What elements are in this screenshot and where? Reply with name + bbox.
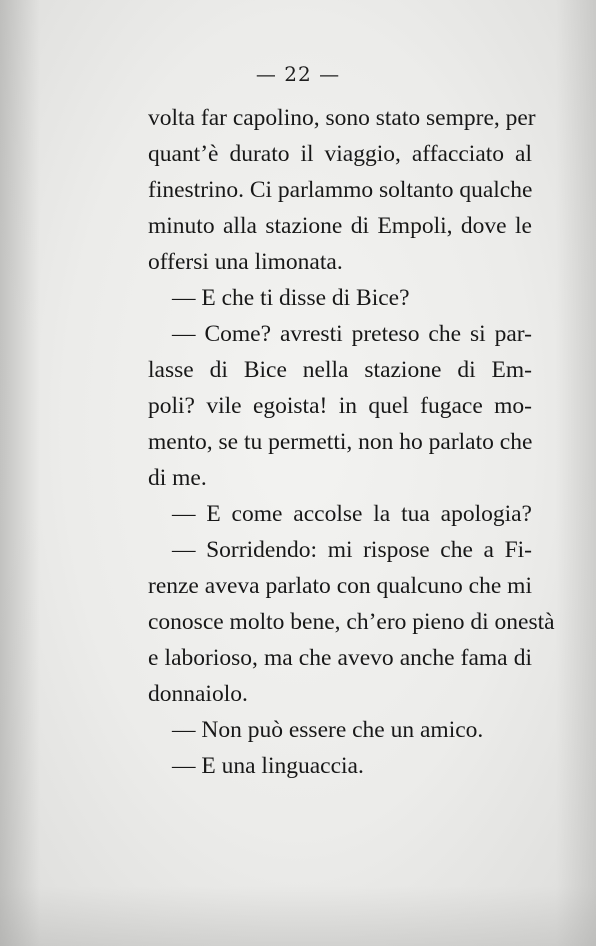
text-line-8: lasse di Bice nella stazione di Em- bbox=[148, 357, 532, 383]
text-line-18: — Non può essere che un amico. bbox=[172, 717, 484, 743]
text-line-4: minuto alla stazione di Empoli, dove le bbox=[148, 213, 532, 239]
text-line-1: volta far capolino, sono stato sempre, per bbox=[148, 105, 536, 131]
text-line-17: donnaiolo. bbox=[148, 681, 248, 707]
text-line-9: poli? vile egoista! in quel fugace mo- bbox=[148, 393, 532, 419]
page-edge-shadow-right bbox=[556, 0, 596, 946]
page-edge-shadow-bottom bbox=[0, 886, 596, 946]
text-line-16: e laborioso, ma che avevo anche fama di bbox=[148, 645, 532, 671]
text-line-15: conosce molto bene, ch’ero pieno di onestà bbox=[148, 609, 555, 635]
text-line-3: finestrino. Ci parlammo soltanto qualche bbox=[148, 177, 533, 203]
text-line-6: — E che ti disse di Bice? bbox=[172, 285, 410, 311]
text-line-2: quant’è durato il viaggio, affacciato al bbox=[148, 141, 532, 167]
page-number-header: — 22 — bbox=[255, 62, 341, 86]
text-line-5: offersi una limonata. bbox=[148, 249, 343, 275]
text-line-10: mento, se tu permetti, non ho parlato che bbox=[148, 429, 533, 455]
body-text bbox=[148, 100, 555, 784]
text-line-11: di me. bbox=[148, 465, 207, 491]
text-line-14: renze aveva parlato con qualcuno che mi bbox=[148, 573, 532, 599]
text-line-19: — E una linguaccia. bbox=[172, 753, 364, 779]
page-edge-shadow-left bbox=[0, 0, 40, 946]
text-line-13: — Sorridendo: mi rispose che a Fi- bbox=[172, 537, 532, 563]
text-line-7: — Come? avresti preteso che si par- bbox=[172, 321, 532, 347]
text-line-12: — E come accolse la tua apologia? bbox=[172, 501, 532, 527]
